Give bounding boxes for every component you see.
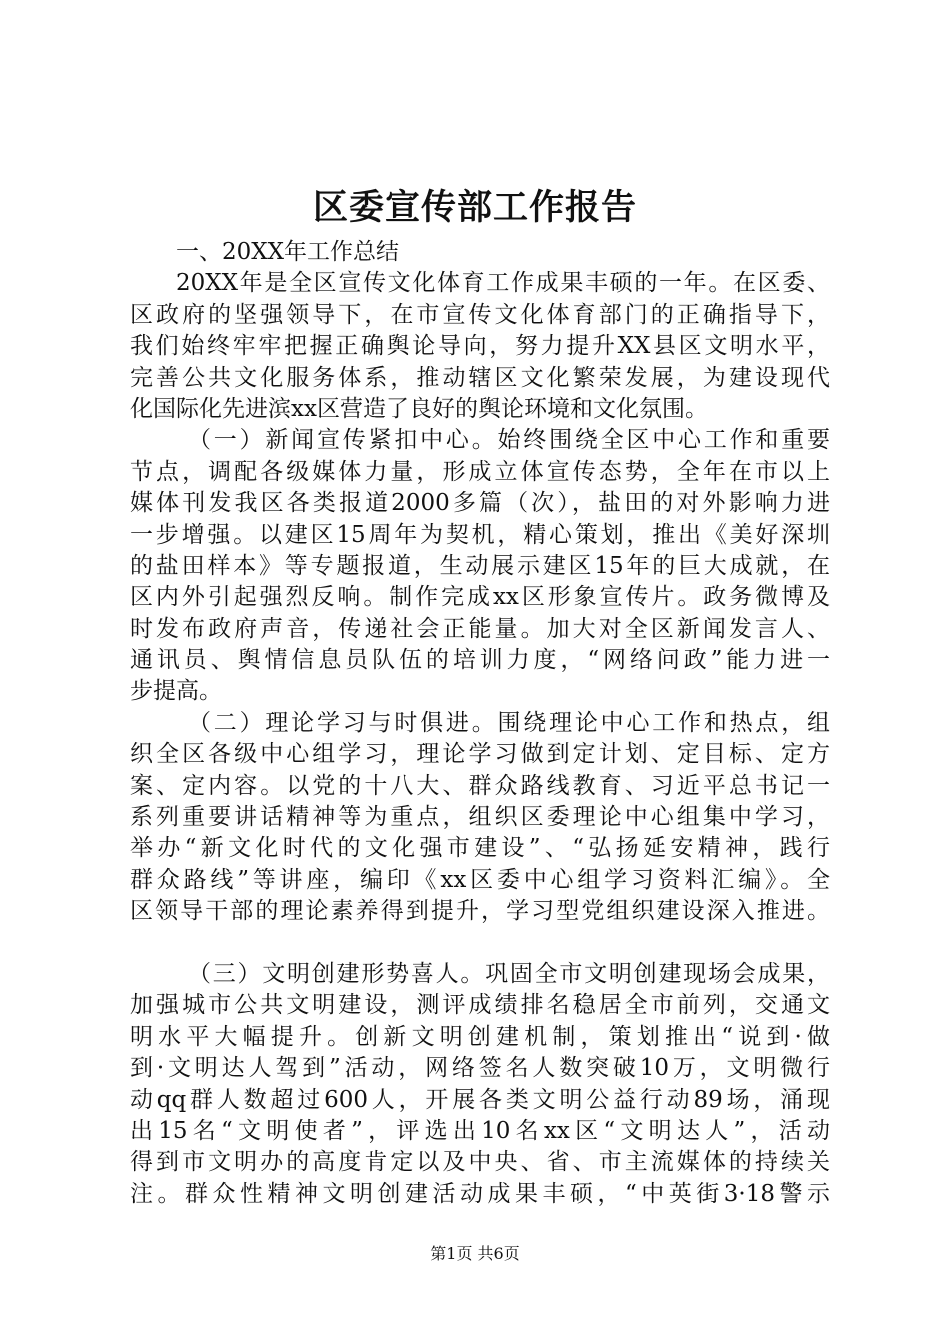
text-line: 节点，调配各级媒体力量，形成立体宣传态势，全年在市以上 — [130, 458, 830, 485]
text-line: 明水平大幅提升。创新文明创建机制，策划推出“说到·做 — [130, 1023, 830, 1050]
text-line: 加强城市公共文明建设，测评成绩排名稳居全市前列，交通文 — [130, 992, 830, 1019]
text-line: 通讯员、舆情信息员队伍的培训力度，“网络问政”能力进一 — [130, 647, 830, 674]
text-line: 举办“新文化时代的文化强市建设”、“弘扬延安精神，践行 — [130, 835, 830, 862]
text-line: 我们始终牢牢把握正确舆论导向，努力提升XX县区文明水平， — [130, 333, 830, 360]
text-line: 时发布政府声音，传递社会正能量。加大对全区新闻发言人、 — [130, 615, 830, 642]
document-title: 区委宣传部工作报告 — [312, 187, 637, 228]
text-line: 步提高。 — [130, 678, 222, 705]
text-line: 得到市文明办的高度肯定以及中央、省、市主流媒体的持续关 — [130, 1149, 830, 1176]
text-line: （二）理论学习与时俱进。围绕理论中心工作和热点，组 — [188, 709, 830, 736]
text-line: 群众路线”等讲座，编印《xx区委中心组学习资料汇编》。全 — [130, 866, 830, 893]
text-line: 系列重要讲话精神等为重点，组织区委理论中心组集中学习， — [130, 804, 830, 831]
text-line: 案、定内容。以党的十八大、群众路线教育、习近平总书记一 — [130, 772, 830, 799]
text-line: （一）新闻宣传紧扣中心。始终围绕全区中心工作和重要 — [188, 427, 830, 454]
text-line: 化国际化先进滨xx区营造了良好的舆论环境和文化氛围。 — [130, 395, 708, 422]
text-line: 一、20XX年工作总结 — [176, 239, 400, 265]
document-body — [130, 237, 830, 1210]
text-line: 区政府的坚强领导下，在市宣传文化体育部门的正确指导下， — [130, 301, 830, 328]
text-line: 一步增强。以建区15周年为契机，精心策划，推出《美好深圳 — [130, 521, 830, 548]
text-line: 到·文明达人驾到”活动，网络签名人数突破10万，文明微行 — [130, 1055, 830, 1082]
text-line: 完善公共文化服务体系，推动辖区文化繁荣发展，为建设现代 — [130, 364, 830, 391]
text-line: 媒体刊发我区各类报道2000多篇（次），盐田的对外影响力进 — [130, 490, 830, 517]
text-line: 织全区各级中心组学习，理论学习做到定计划、定目标、定方 — [130, 741, 830, 768]
text-line: 20XX年是全区宣传文化体育工作成果丰硕的一年。在区委、 — [176, 270, 830, 297]
text-line: 出15名“文明使者”，评选出10名xx区“文明达人”，活动 — [130, 1117, 830, 1144]
page-footer: 第1页 共6页 — [430, 1244, 520, 1263]
text-line: 的盐田样本》等专题报道，生动展示建区15年的巨大成就，在 — [130, 552, 830, 579]
text-line: 注。群众性精神文明创建活动成果丰硕，“中英街3·18警示 — [130, 1180, 830, 1207]
paragraph-gap — [130, 928, 830, 959]
text-line: 区内外引起强烈反响。制作完成xx区形象宣传片。政务微博及 — [130, 584, 830, 611]
text-line: （三）文明创建形势喜人。巩固全市文明创建现场会成果， — [188, 960, 830, 987]
text-line: 动qq群人数超过600人，开展各类文明公益行动89场，涌现 — [130, 1086, 830, 1113]
text-line: 区领导干部的理论素养得到提升，学习型党组织建设深入推进。 — [130, 898, 830, 925]
